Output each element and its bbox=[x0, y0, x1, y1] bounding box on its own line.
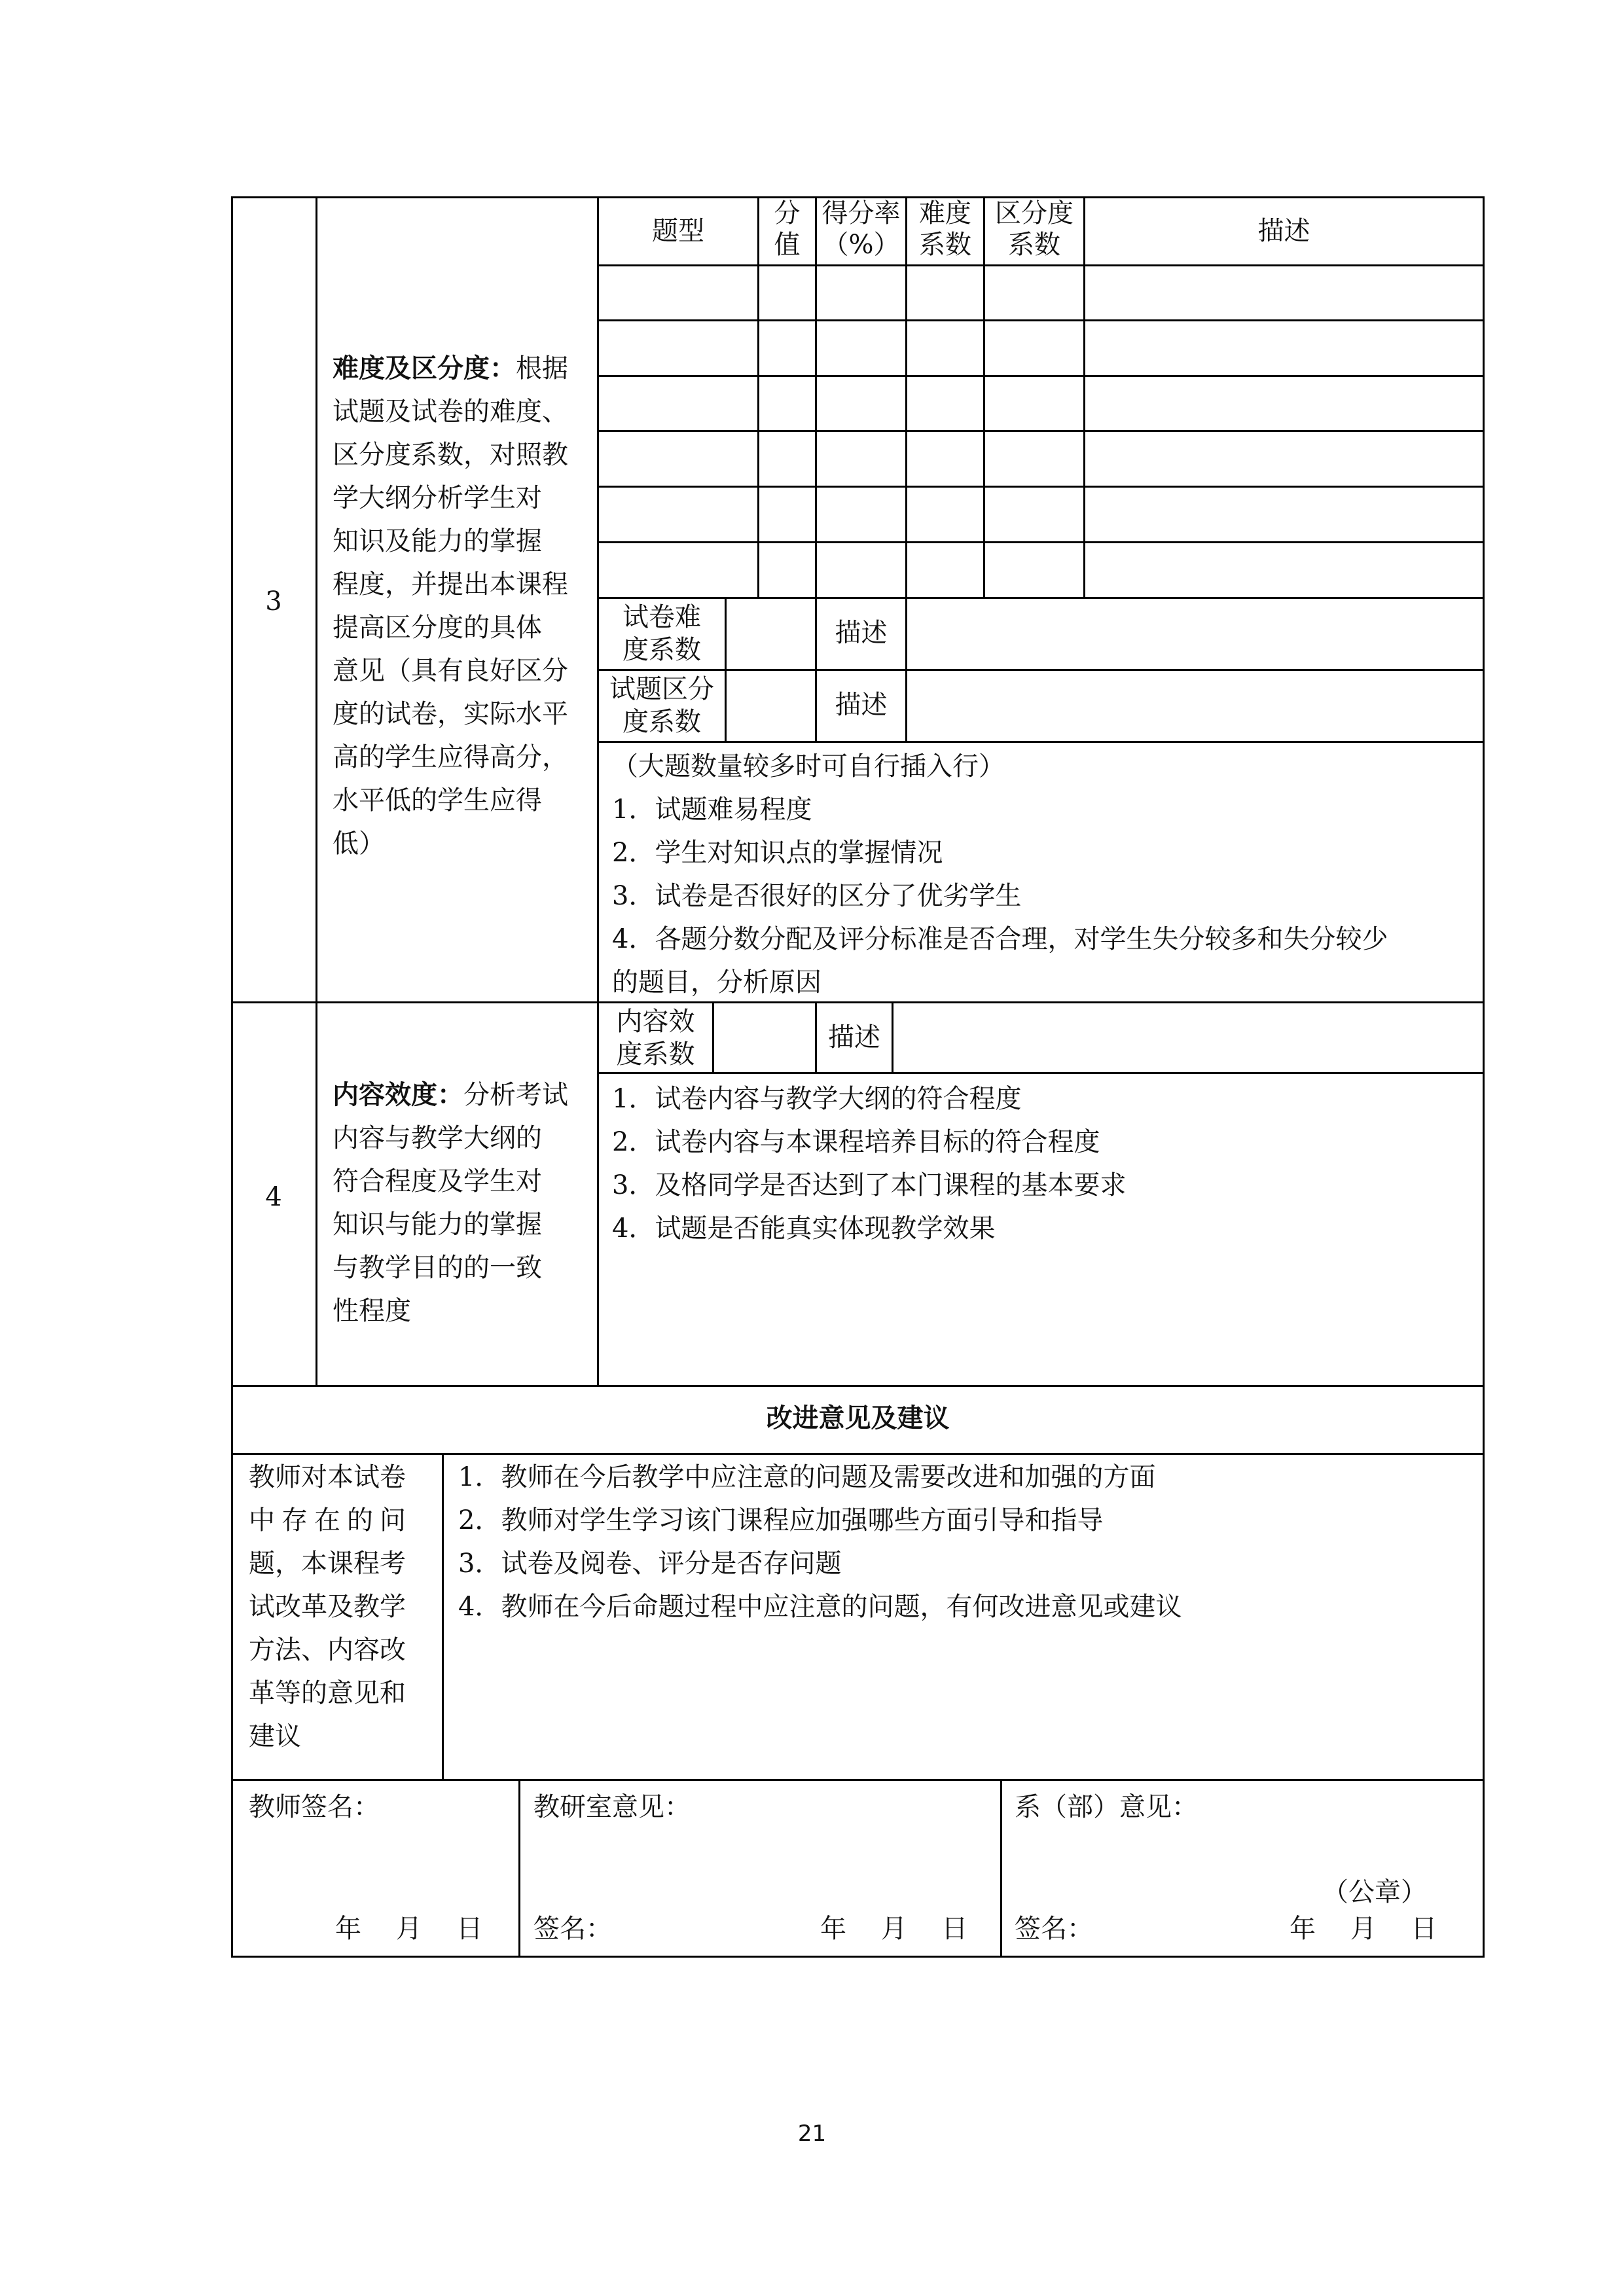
header-difficulty: 难度 系数 bbox=[919, 198, 971, 260]
header-desc: 描述 bbox=[1257, 216, 1310, 246]
content-validity-label: 内容效 度系数 bbox=[616, 1007, 695, 1069]
paper-discrimination-label: 试题区分 度系数 bbox=[609, 674, 714, 737]
header-type: 题型 bbox=[652, 216, 704, 246]
row-3-criteria: 难度及区分度：根据 试题及试卷的难度、 区分度系数，对照教 学大纲分析学生对 知识及能力的掌握 程度，并提出本课程 提高区分度的具体 意见（具有良好区分 度的试卷，实际水平 高的学生应得高分， 水平低的学生应得 低） bbox=[333, 353, 568, 859]
teacher-date: 年 月 日 bbox=[335, 1914, 483, 1944]
teacher-signature-label: 教师签名： bbox=[249, 1792, 380, 1822]
dept-seal: （公章） bbox=[1322, 1877, 1427, 1907]
row-4-index: 4 bbox=[265, 1182, 282, 1212]
dept-date: 年 月 日 bbox=[1290, 1914, 1437, 1944]
header-score: 分 值 bbox=[774, 198, 801, 260]
improve-title: 改进意见及建议 bbox=[766, 1403, 950, 1433]
improve-notes: 1．教师在今后教学中应注意的问题及需要改进和加强的方面 2．教师对学生学习该门课程应加强哪些方面引导和指导 3．试卷及阅卷、评分是否存问题 4．教师在今后命题过程中应注意的问题，有何改进意见或建议 bbox=[458, 1462, 1182, 1622]
dept-sign-label: 签名： bbox=[1015, 1914, 1093, 1944]
office-sign-label: 签名： bbox=[533, 1914, 612, 1944]
paper-difficulty-desc-label: 描述 bbox=[835, 618, 888, 648]
improve-left-label: 教师对本试卷 中存在的问 题，本课程考 试改革及教学 方法、内容改 革等的意见和 建议 bbox=[249, 1462, 412, 1751]
dept-opinion-label: 系（部）意见： bbox=[1015, 1792, 1198, 1822]
row-4-lead: 内容效度： bbox=[333, 1079, 463, 1110]
row-3-notes: （大题数量较多时可自行插入行） 1．试题难易程度 2．学生对知识点的掌握情况 3．试卷是否很好的区分了优劣学生 4．各题分数分配及评分标准是否合理，对学生失分较多和失分较少 的题目，分析原因 bbox=[612, 751, 1388, 997]
row-3-lead: 难度及区分度： bbox=[333, 353, 516, 384]
row-3-index: 3 bbox=[265, 586, 282, 617]
paper-discrimination-desc-label: 描述 bbox=[835, 690, 888, 720]
row-4-criteria: 内容效度：分析考试 内容与教学大纲的 符合程度及学生对 知识与能力的掌握 与教学目的的一致 性程度 bbox=[333, 1079, 568, 1326]
header-rate: 得分率 （%） bbox=[821, 198, 901, 260]
paper-difficulty-label: 试卷难 度系数 bbox=[623, 602, 701, 665]
content-validity-desc-label: 描述 bbox=[828, 1022, 880, 1052]
page-number: 21 bbox=[797, 2121, 827, 2147]
office-opinion-label: 教研室意见： bbox=[533, 1792, 691, 1822]
header-discrimination: 区分度 系数 bbox=[995, 198, 1074, 260]
row-4-notes: 1．试卷内容与教学大纲的符合程度 2．试卷内容与本课程培养目标的符合程度 3．及格同学是否达到了本门课程的基本要求 4．试题是否能真实体现教学效果 bbox=[612, 1084, 1127, 1244]
office-date: 年 月 日 bbox=[820, 1914, 968, 1944]
